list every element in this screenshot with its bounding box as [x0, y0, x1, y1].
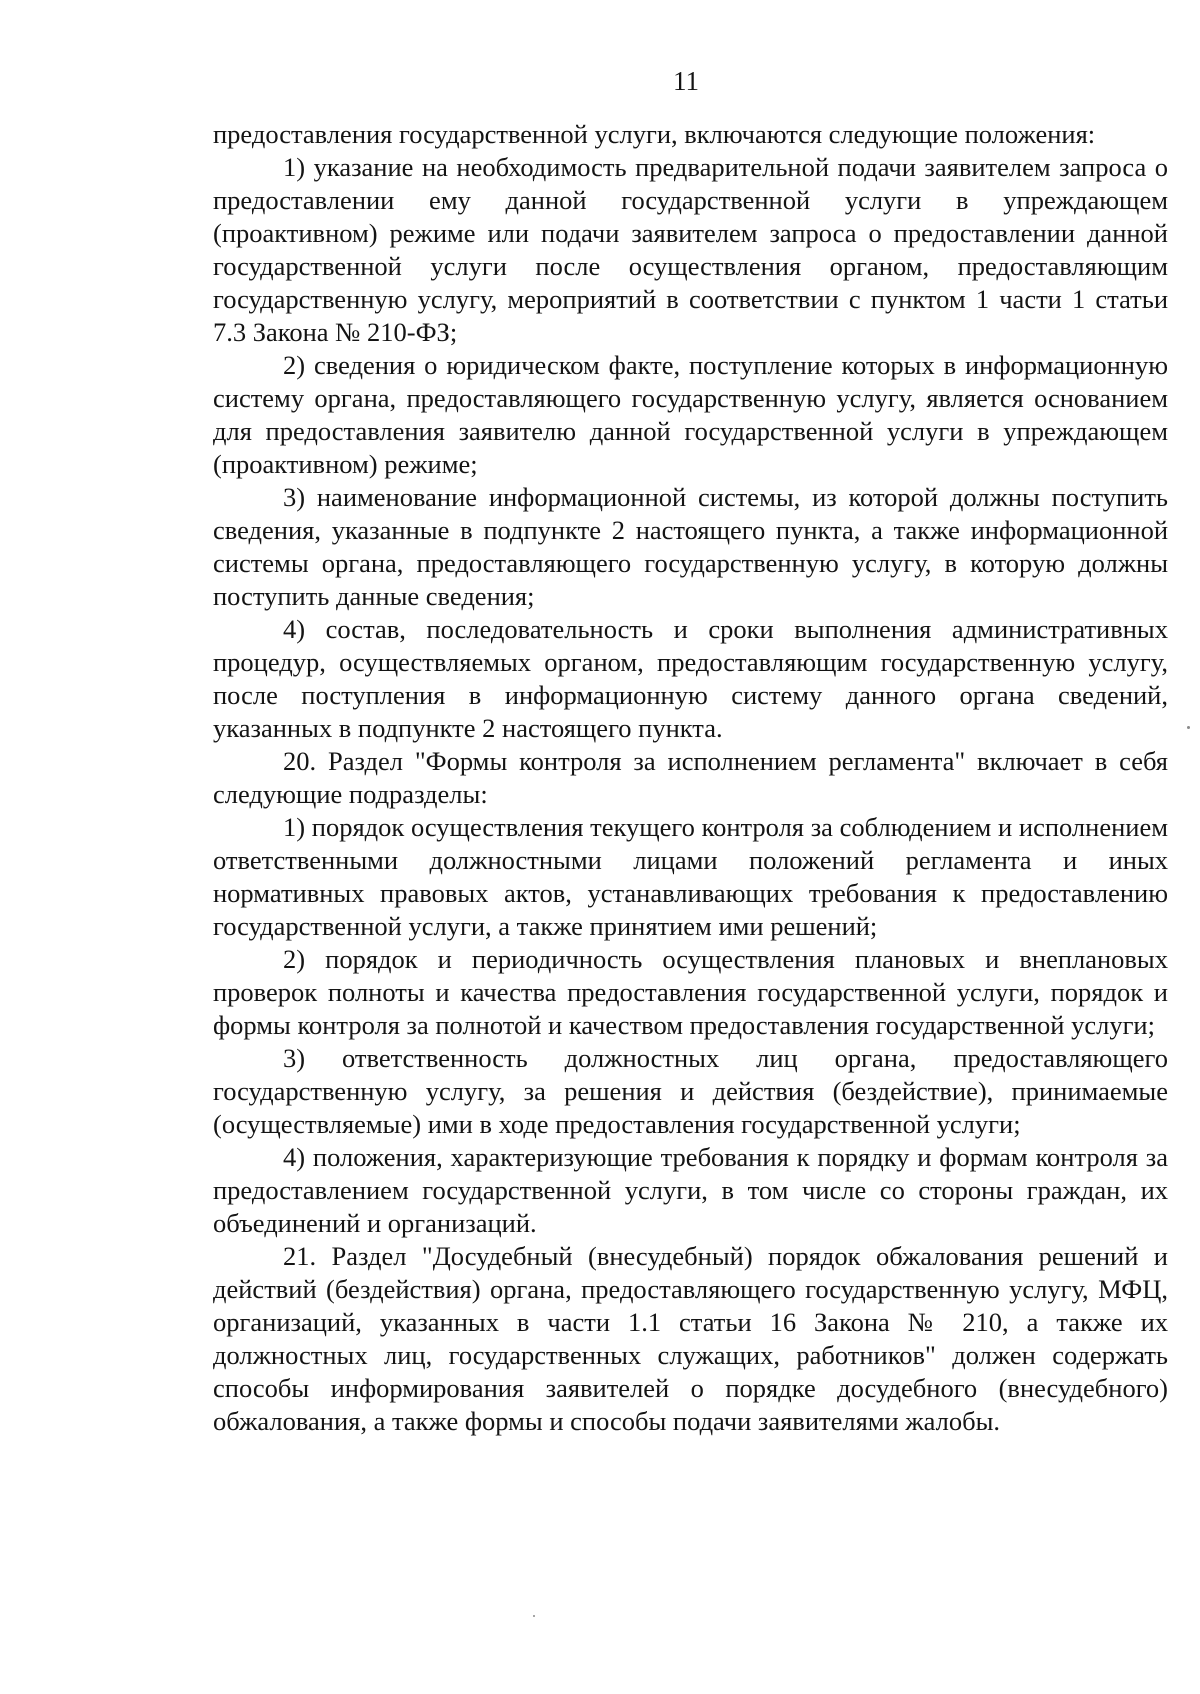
paragraph-section-20: 20. Раздел "Формы контроля за исполнением регламента" включает в себя следующие подразделы: — [213, 746, 1168, 809]
paragraph-intro-continuation: предоставления государственной услуги, включаются следующие положения: — [213, 119, 1096, 149]
paragraph-item-1: 1) указание на необходимость предварительной подачи заявителем запроса о предоставлении ему данной государственной услуги в упреждающем (проактивном) режиме или подачи заявителем запроса о предоставлении данной государственной услуги после осуществления органом, предоставляющим государственную услугу, мероприятий в соответствии с пунктом 1 части 1 статьи 7.3 Закона № 210-ФЗ; — [213, 152, 1168, 347]
paragraph-item-3: 3) наименование информационной системы, из которой должны поступить сведения, указанные в подпункте 2 настоящего пункта, а также информационной системы органа, предоставляющего государственную услугу, в которую должны поступить данные сведения; — [213, 482, 1168, 611]
paragraph-section-21: 21. Раздел "Досудебный (внесудебный) порядок обжалования решений и действий (бездействия) органа, предоставляющего государственную услугу, МФЦ, организаций, указанных в части 1.1 статьи 16 Закона № 210, а также их должностных лиц, государственных служащих, работников" должен содержать способы информирования заявителей о порядке досудебного (внесудебного) обжалования, а также формы и способы подачи заявителями жалобы. — [213, 1241, 1168, 1436]
document-body — [213, 118, 1168, 1438]
scan-speck — [1187, 726, 1190, 729]
paragraph-item-4: 4) состав, последовательность и сроки выполнения административных процедур, осуществляемых органом, предоставляющим государственную услугу, после поступления в информационную систему данного органа сведений, указанных в подпункте 2 настоящего пункта. — [213, 614, 1168, 743]
page-number: 11 — [673, 66, 699, 96]
paragraph-section-20-item-4: 4) положения, характеризующие требования к порядку и формам контроля за предоставлением государственной услуги, в том числе со стороны граждан, их объединений и организаций. — [213, 1142, 1168, 1238]
paragraph-section-20-item-1: 1) порядок осуществления текущего контроля за соблюдением и исполнением ответственными должностными лицами положений регламента и иных нормативных правовых актов, устанавливающих требования к предоставлению государственной услуги, а также принятием ими решений; — [213, 812, 1168, 941]
paragraph-section-20-item-3: 3) ответственность должностных лиц органа, предоставляющего государственную услугу, за решения и действия (бездействие), принимаемые (осуществляемые) ими в ходе предоставления государственной услуги; — [213, 1043, 1168, 1139]
scan-speck — [533, 1615, 535, 1617]
paragraph-section-20-item-2: 2) порядок и периодичность осуществления плановых и внеплановых проверок полноты и качества предоставления государственной услуги, порядок и формы контроля за полнотой и качеством предоставления государственной услуги; — [213, 944, 1168, 1040]
paragraph-item-2: 2) сведения о юридическом факте, поступление которых в информационную систему органа, предоставляющего государственную услугу, является основанием для предоставления заявителю данной государственной услуги в упреждающем (проактивном) режиме; — [213, 350, 1168, 479]
